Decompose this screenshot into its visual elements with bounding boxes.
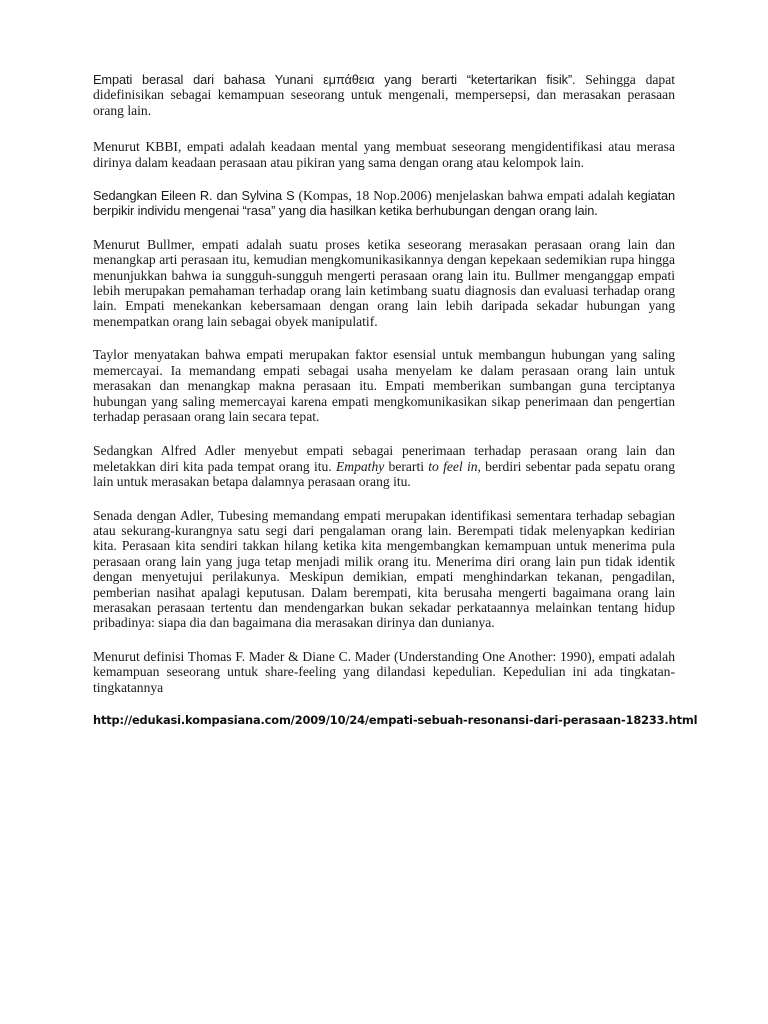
empathy-term: Empathy [335, 458, 385, 474]
eileen-period: . [594, 203, 598, 219]
adler-text-1: Sedangkan Alfred Adler menyebut empati sebagai penerimaan terhadap perasaan orang lain dan meletakkan diri kita pada tempat orang itu. [93, 443, 675, 474]
paragraph-bullmer: Menurut Bullmer, empati adalah suatu proses ketika seseorang merasakan perasaan orang lain dan menangkap arti perasaan itu, kemudian mengkomunikasikannya dengan kepekaan sedemikian rupa hingga menunjukkan bahwa ia sungguh-sungguh mengerti perasaan orang lain itu. Bullmer menganggap empati lebih merupakan pemahaman terhadap orang lain ketimbang suatu diagnosis dan evaluasi terhadap orang lain. Empati menekankan kebersamaan dengan orang lain lebih daripada sekadar hubungan yang menempatkan orang lain sebagai obyek manipulatif. [93, 236, 675, 329]
paragraph-adler [93, 443, 675, 489]
eileen-definition: kegiatan berpikir individu mengenai “rasa” yang dia hasilkan ketika berhubungan dengan orang lain [93, 188, 675, 219]
eileen-sylvina-names: Sedangkan Eileen R. dan Sylvina S [93, 188, 295, 204]
paragraph-empathy-origin [93, 72, 675, 118]
paragraph-kbbi: Menurut KBBI, empati adalah keadaan mental yang membuat seseorang mengidentifikasi atau merasa dirinya dalam keadaan perasaan atau pikiran yang sama dengan orang atau kelompok lain. [93, 139, 675, 170]
adler-text-2: berarti [384, 458, 429, 474]
adler-text-3: , berdiri sebentar pada sepatu orang lain untuk merasakan betapa dalamnya perasaan orang itu. [93, 458, 675, 490]
paragraph-taylor: Taylor menyatakan bahwa empati merupakan faktor esensial untuk membangun hubungan yang saling memercayai. Ia memandang empati sebagai usaha menyelam ke dalam perasaan orang lain untuk merasakan dan menangkap makna perasaan itu. Empati memberikan sumbangan guna terciptanya hubungan yang saling memercayai karena empati mengkomunikasikan sikap penerimaan dan pengertian terhadap perasaan orang lain secara tepat. [93, 347, 675, 424]
source-url[interactable]: http://edukasi.kompasiana.com/2009/10/24/empati-sebuah-resonansi-dari-perasaan-18233.html [93, 713, 698, 727]
origin-sentence: Empati berasal dari bahasa Yunani εμπάθεια yang berarti “ketertarikan fisik”. [93, 72, 576, 87]
paragraph-tubesing: Senada dengan Adler, Tubesing memandang empati merupakan identifikasi sementara terhadap sebagian atau sekurang-kurangnya satu segi dari pengalaman orang lain. Berempati tidak melenyapkan kedirian kita. Perasaan kita sendiri takkan hilang ketika kita mengembangkan kemampuan untuk menerima pula perasaan orang lain yang juga tetap menjadi milik orang itu. Menerima diri orang lain pun tidak identik dengan menyetujui perilakunya. Meskipun demikian, empati menghindarkan tekanan, pengadilan, pemberian nasihat apalagi keputusan. Dalam berempati, kita berusaha mengerti bagaimana orang lain merasakan perasaan tertentu dan mendengarkan bukan sekadar perkataannya melainkan tentang hidup pribadinya: siapa dia dan bagaimana dia merasakan dirinya dan dunianya. [93, 507, 675, 631]
kompas-citation: (Kompas, 18 Nop.2006) menjelaskan bahwa empati adalah [294, 188, 628, 204]
paragraph-mader: Menurut definisi Thomas F. Mader & Diane C. Mader (Understanding One Another: 1990), empati adalah kemampuan seseorang untuk share-feeling yang dilandasi kepedulian. Kepedulian ini ada tingkatan-tingkatannya [93, 648, 675, 695]
to-feel-in-term: to feel in [428, 458, 478, 474]
document-page [93, 72, 698, 727]
paragraph-eileen-sylvina [93, 188, 675, 219]
origin-definition: Sehingga dapat didefinisikan sebagai kemampuan seseorang untuk mengenali, mempersepsi, dan merasakan perasaan orang lain. [93, 72, 676, 118]
